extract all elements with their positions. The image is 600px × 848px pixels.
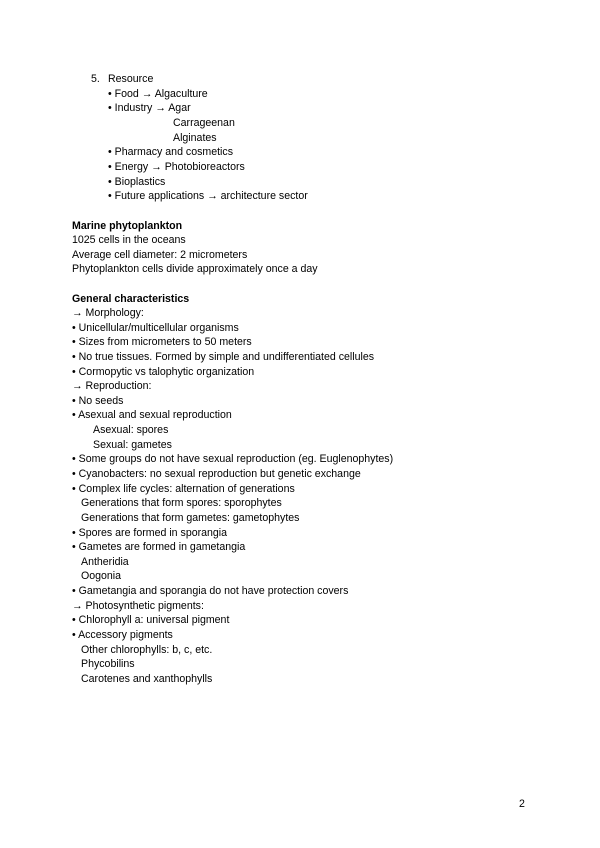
general-line: • Unicellular/multicellular organisms [72, 322, 239, 334]
general-line: • Some groups do not have sexual reproduction (eg. Euglenophytes) [72, 453, 394, 465]
general-line: • No seeds [72, 395, 124, 407]
general-line: • Sizes from micrometers to 50 meters [72, 336, 252, 348]
general-line: Phycobilins [81, 658, 135, 670]
general-line: Generations that form gametes: gametophytes [81, 512, 300, 524]
general-line: • Complex life cycles: alternation of generations [72, 483, 295, 495]
general-line: → Reproduction: [72, 380, 152, 392]
general-line: • Gametangia and sporangia do not have protection covers [72, 585, 349, 597]
resource-item: • Food → Algaculture [108, 88, 208, 100]
page-number: 2 [519, 798, 525, 810]
general-line: • Cormopytic vs talophytic organization [72, 366, 255, 378]
general-line: • No true tissues. Formed by simple and undifferentiated cellules [72, 351, 375, 363]
resource-item: • Bioplastics [108, 176, 166, 188]
resource-number: 5. [91, 73, 100, 85]
resource-item: • Energy → Photobioreactors [108, 161, 245, 173]
general-line: • Cyanobacters: no sexual reproduction but genetic exchange [72, 468, 361, 480]
general-line: Carotenes and xanthophylls [81, 673, 213, 685]
general-line: → Photosynthetic pigments: [72, 600, 204, 612]
general-line: • Chlorophyll a: universal pigment [72, 614, 230, 626]
general-line: • Spores are formed in sporangia [72, 527, 228, 539]
general-line: • Gametes are formed in gametangia [72, 541, 246, 553]
general-line: Sexual: gametes [93, 439, 172, 451]
resource-item: Alginates [173, 132, 217, 144]
general-line: • Asexual and sexual reproduction [72, 409, 232, 421]
resource-item: • Future applications → architecture sector [108, 190, 308, 202]
general-line: • Accessory pigments [72, 629, 173, 641]
general-line: Other chlorophylls: b, c, etc. [81, 644, 213, 656]
general-line: Oogonia [81, 570, 122, 582]
marine-line: 1025 cells in the oceans [72, 234, 186, 246]
general-line: Antheridia [81, 556, 129, 568]
general-heading: General characteristics [72, 293, 190, 305]
resource-title: Resource [108, 73, 154, 85]
marine-heading: Marine phytoplankton [72, 220, 183, 232]
resource-item: • Pharmacy and cosmetics [108, 146, 233, 158]
resource-item: • Industry → Agar [108, 102, 191, 114]
resource-item: Carrageenan [173, 117, 235, 129]
general-line: Generations that form spores: sporophytes [81, 497, 282, 509]
general-line: → Morphology: [72, 307, 144, 319]
marine-line: Phytoplankton cells divide approximately once a day [72, 263, 318, 275]
marine-line: Average cell diameter: 2 micrometers [72, 249, 248, 261]
general-line: Asexual: spores [93, 424, 169, 436]
